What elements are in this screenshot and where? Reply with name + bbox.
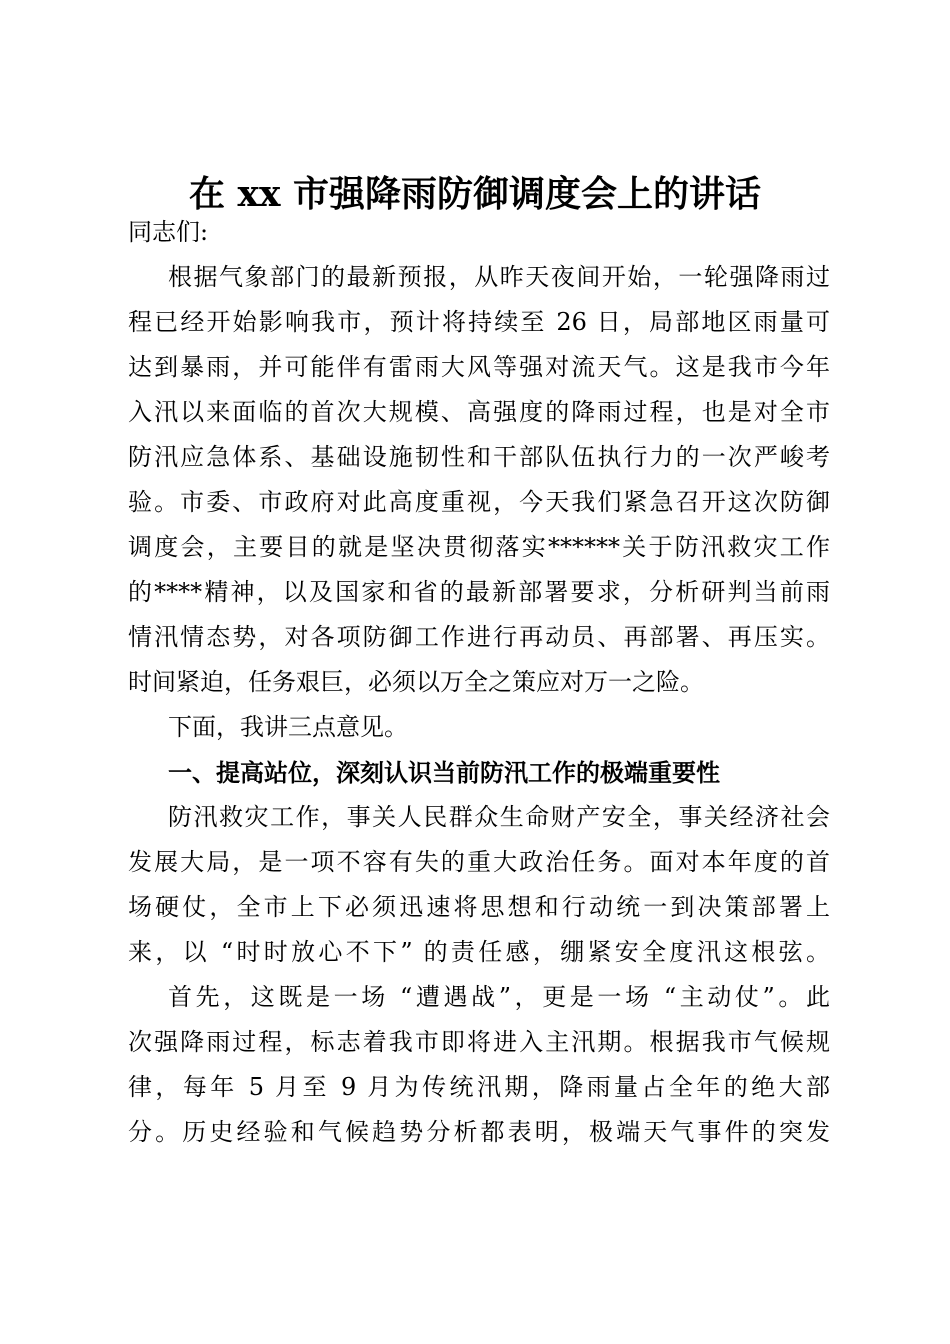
text-line: 情汛情态势，对各项防御工作进行再动员、再部署、再压实。: [128, 623, 830, 651]
text-line: 防汛救灾工作，事关人民群众生命财产安全，事关经济社会: [168, 803, 830, 831]
text-line: 发展大局，是一项不容有失的重大政治任务。面对本年度的首: [128, 848, 830, 876]
text-line: 时间紧迫，任务艰巨，必须以万全之策应对万一之险。: [128, 668, 704, 696]
text-line: 律，每年 5 月至 9 月为传统汛期，降雨量占全年的绝大部: [128, 1073, 830, 1101]
text-line: 次强降雨过程，标志着我市即将进入主汛期。根据我市气候规: [128, 1028, 830, 1056]
document-title: 在 xx 市强降雨防御调度会上的讲话: [189, 173, 761, 215]
text-line: 防汛应急体系、基础设施韧性和干部队伍执行力的一次严峻考: [128, 443, 830, 471]
document-body: [128, 210, 830, 1155]
text-line: 来，以 “时时放心不下” 的责任感，绷紧安全度汛这根弦。: [128, 938, 830, 966]
text-line: 同志们:: [128, 218, 209, 246]
text-line: 入汛以来面临的首次大规模、高强度的降雨过程，也是对全市: [128, 398, 830, 426]
text-line: 首先，这既是一场 “遭遇战”，更是一场 “主动仗”。此: [168, 983, 830, 1011]
text-line: 分。历史经验和气候趋势分析都表明，极端天气事件的突发: [128, 1118, 830, 1146]
text-line: 的****精神，以及国家和省的最新部署要求，分析研判当前雨: [128, 578, 830, 606]
text-line: 验。市委、市政府对此高度重视，今天我们紧急召开这次防御: [128, 488, 830, 516]
text-line: 根据气象部门的最新预报，从昨天夜间开始，一轮强降雨过: [168, 263, 830, 291]
text-line: 达到暴雨，并可能伴有雷雨大风等强对流天气。这是我市今年: [128, 353, 830, 381]
text-line: 场硬仗，全市上下必须迅速将思想和行动统一到决策部署上: [128, 893, 830, 921]
text-line: 调度会，主要目的就是坚决贯彻落实******关于防汛救灾工作: [128, 533, 830, 561]
text-line: 程已经开始影响我市，预计将持续至 26 日，局部地区雨量可: [128, 308, 830, 336]
section-heading: 一、提高站位，深刻认识当前防汛工作的极端重要性: [168, 758, 720, 787]
text-line: 下面，我讲三点意见。: [168, 713, 408, 741]
